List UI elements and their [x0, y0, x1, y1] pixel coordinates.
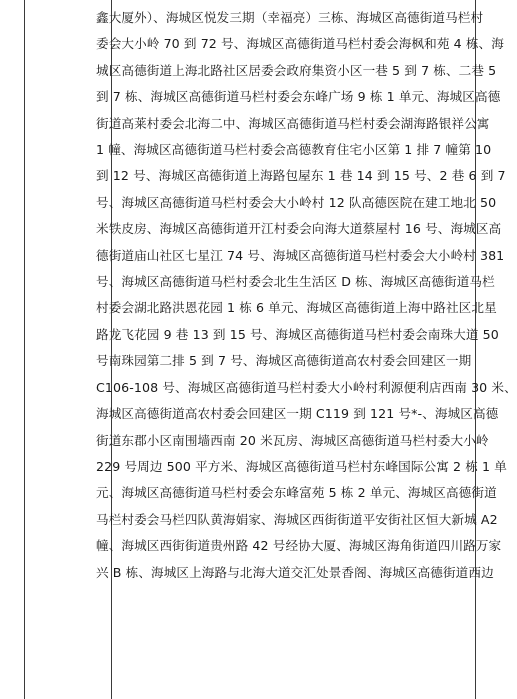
text-line: 街道高莱村委会北海二中、海城区高德街道马栏村委会湖海路银祥公寓	[96, 115, 490, 131]
text-line: 德街道庙山社区七星江 74 号、海城区高德街道马栏村委会大小岭村 381	[96, 247, 505, 263]
text-line: 路龙飞花园 9 巷 13 到 15 号、海城区高德街道马栏村委会南珠大道 50	[96, 326, 499, 342]
text-line: 海城区高德街道高农村委会回建区一期 C119 到 121 号*-、海城区高德	[96, 406, 499, 422]
text-line: 到 12 号、海城区高德街道上海路包屋东 1 巷 14 到 15 号、2 巷 6 到 7	[96, 168, 506, 184]
text-line: 街道东郡小区南围墙西南 20 米瓦房、海城区高德街道马栏村委大小岭	[96, 432, 489, 448]
text-line: 号、海城区高德街道马栏村委会大小岭村 12 队高德医院在建工地北 50	[96, 194, 497, 210]
text-line: 1 幢、海城区高德街道马栏村委会高德教育住宅小区第 1 排 7 幢第 10	[96, 142, 492, 158]
text-line: 号、海城区高德街道马栏村委会北生生活区 D 栋、海城区高德街道马栏	[96, 274, 495, 290]
text-line: 元、海城区高德街道马栏村委会东峰富苑 5 栋 2 单元、海城区高德街道	[96, 485, 497, 501]
text-line: 到 7 栋、海城区高德街道马栏村委会东峰广场 9 栋 1 单元、海城区高德	[96, 89, 501, 105]
text-line: 马栏村委会马栏四队黄海娟家、海城区西街街道平安街社区恒大新城 A2	[96, 511, 498, 527]
text-line: 229 号周边 500 平方米、海城区高德街道马栏村东峰国际公寓 2 栋 1 单	[96, 458, 507, 474]
text-line: 幢、海城区西街街道贵州路 42 号经协大厦、海城区海角街道四川路万家	[96, 538, 502, 554]
text-line: 村委会湖北路洪恩花园 1 栋 6 单元、海城区高德街道上海中路社区北星	[96, 300, 497, 316]
text-line: 鑫大厦外）、海城区悦发三期（幸福亮）三栋、海城区高德街道马栏村	[96, 10, 484, 25]
table-cell-address-list	[96, 5, 517, 586]
text-line: 米铁皮房、海城区高德街道开江村委会向海大道蔡屋村 16 号、海城区高	[96, 221, 502, 237]
text-line: C106-108 号、海城区高德街道马栏村委大小岭村利源便利店西南 30 米、	[96, 379, 517, 395]
text-line: 兴 B 栋、海城区上海路与北海大道交汇处景香阁、海城区高德街道西边	[96, 564, 494, 580]
text-line: 城区高德街道上海北路社区居委会政府集资小区一巷 5 到 7 栋、二巷 5	[96, 62, 497, 78]
text-line: 号南珠园第二排 5 到 7 号、海城区高德街道高农村委会回建区一期	[96, 353, 472, 369]
text-line: 委会大小岭 70 到 72 号、海城区高德街道马栏村委会海枫和苑 4 栋、海	[96, 36, 504, 52]
